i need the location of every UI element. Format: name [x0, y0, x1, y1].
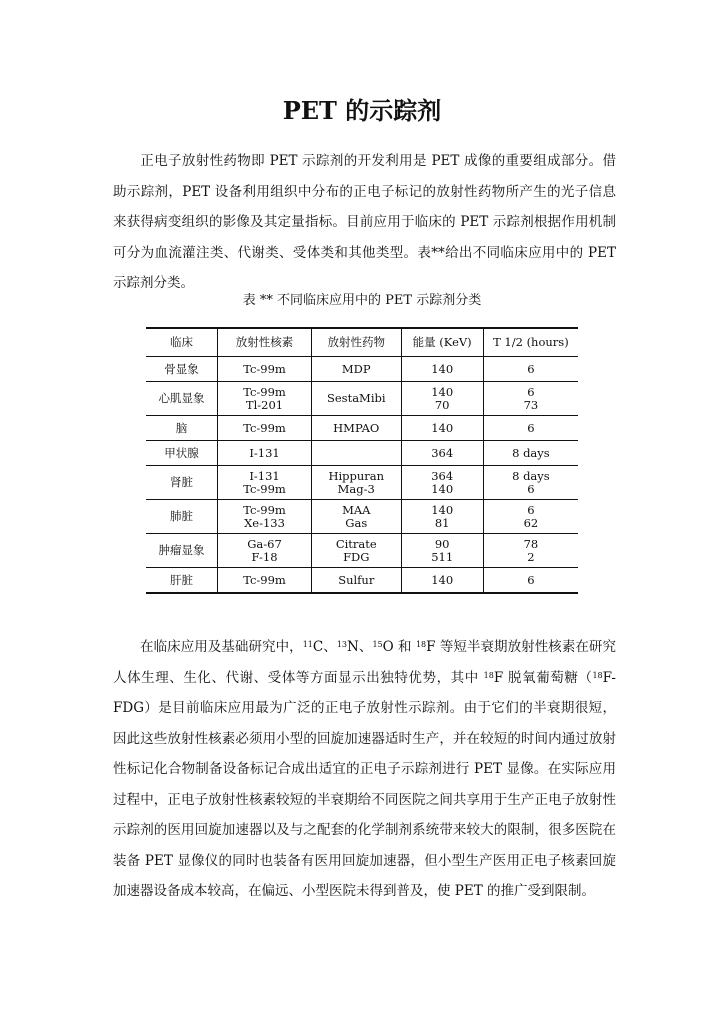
- cell-line: 140: [431, 384, 454, 399]
- page-title: PET 的示踪剂: [282, 96, 442, 125]
- energy-cell: [401, 534, 483, 568]
- p2-text: O 和: [382, 639, 416, 655]
- cell-line: 70: [434, 397, 450, 412]
- header-clinic: 临床: [146, 328, 218, 357]
- cell-line: Tc-99m: [243, 481, 286, 496]
- drug-cell: [311, 500, 401, 534]
- cell-line: Hippuran: [328, 468, 385, 483]
- drug-cell: [311, 441, 401, 466]
- clinic-cell: 肾脏: [146, 466, 218, 500]
- clinic-cell: 肝脏: [146, 568, 218, 594]
- drug-cell: [311, 568, 401, 594]
- cell-line: Tc-99m: [243, 361, 286, 376]
- cell-line: I-131: [249, 445, 280, 460]
- drug-cell: [311, 382, 401, 416]
- cell-line: 6: [527, 361, 535, 376]
- drug-cell: [311, 466, 401, 500]
- cell-line: Ga-67: [247, 536, 282, 551]
- cell-line: 6: [527, 481, 535, 496]
- table-row: [146, 534, 578, 568]
- p2-text: F 脱氧葡萄糖（: [493, 669, 593, 686]
- cell-line: F-18: [251, 549, 278, 564]
- table-row: [146, 441, 578, 466]
- half-life-cell: [483, 357, 578, 382]
- p2-lead: 在临床应用及基础研究中，: [140, 639, 303, 655]
- cell-line: 90: [434, 536, 450, 551]
- nuclide-cell: [218, 416, 312, 441]
- half-life-cell: [483, 534, 578, 568]
- clinic-cell: 肺脏: [146, 500, 218, 534]
- cell-line: 8 days: [512, 445, 550, 460]
- cell-line: 6: [527, 384, 535, 399]
- cell-line: HMPAO: [333, 420, 380, 435]
- p2-text: N、: [347, 639, 373, 655]
- cell-line: 81: [434, 515, 450, 530]
- drug-cell: [311, 534, 401, 568]
- half-life-cell: [483, 466, 578, 500]
- nuclide-cell: [218, 441, 312, 466]
- clinic-cell: 甲状腺: [146, 441, 218, 466]
- cell-line: 364: [431, 468, 454, 483]
- mass-number: 18: [592, 670, 603, 680]
- cell-line: 6: [527, 420, 535, 435]
- cell-line: Tc-99m: [243, 502, 286, 517]
- nuclide-cell: [218, 500, 312, 534]
- intro-paragraph: [113, 146, 616, 299]
- body-paragraph: [113, 632, 616, 907]
- cell-line: 511: [431, 549, 454, 564]
- energy-cell: [401, 441, 483, 466]
- table-row: [146, 357, 578, 382]
- energy-cell: [401, 568, 483, 594]
- cell-line: Mag-3: [337, 481, 375, 496]
- cell-line: Gas: [345, 515, 368, 530]
- cell-line: 140: [431, 481, 454, 496]
- energy-cell: [401, 382, 483, 416]
- header-half-life: T 1/2 (hours): [483, 328, 578, 357]
- cell-line: Sulfur: [338, 572, 375, 587]
- cell-line: FDG: [343, 549, 370, 564]
- table-row: [146, 568, 578, 594]
- table-row: [146, 416, 578, 441]
- table-row: [146, 500, 578, 534]
- cell-line: Tc-99m: [243, 384, 286, 399]
- nuclide-cell: [218, 466, 312, 500]
- header-energy: 能量 (KeV): [401, 328, 483, 357]
- cell-line: 6: [527, 572, 535, 587]
- clinic-cell: 脑: [146, 416, 218, 441]
- cell-line: 2: [527, 549, 535, 564]
- drug-cell: [311, 357, 401, 382]
- half-life-cell: [483, 416, 578, 441]
- half-life-cell: [483, 441, 578, 466]
- cell-line: 78: [523, 536, 539, 551]
- nuclide-cell: [218, 568, 312, 594]
- cell-line: Tc-99m: [243, 420, 286, 435]
- table-row: [146, 466, 578, 500]
- nuclide-cell: [218, 382, 312, 416]
- cell-line: 140: [431, 420, 454, 435]
- clinic-cell: 肿瘤显象: [146, 534, 218, 568]
- cell-line: I-131: [249, 468, 280, 483]
- cell-line: SestaMibi: [326, 391, 386, 405]
- cell-line: 140: [431, 502, 454, 517]
- half-life-cell: [483, 500, 578, 534]
- cell-line: 62: [523, 515, 539, 530]
- cell-line: 6: [527, 502, 535, 517]
- table-caption: 表 ** 不同临床应用中的 PET 示踪剂分类: [242, 293, 482, 308]
- energy-cell: [401, 500, 483, 534]
- table-row: [146, 382, 578, 416]
- cell-line: 140: [431, 361, 454, 376]
- half-life-cell: [483, 568, 578, 594]
- table-body: [146, 357, 578, 594]
- clinic-cell: 骨显象: [146, 357, 218, 382]
- energy-cell: [401, 466, 483, 500]
- cell-line: MDP: [341, 361, 371, 376]
- mass-number: 11: [302, 640, 313, 649]
- header-nuclide: 放射性核素: [218, 328, 312, 357]
- mass-number: 15: [372, 640, 383, 649]
- cell-line: 73: [523, 397, 539, 412]
- mass-number: 13: [336, 640, 348, 649]
- mass-number: 18: [483, 670, 494, 680]
- cell-line: 140: [431, 572, 454, 587]
- header-drug: 放射性药物: [311, 328, 401, 357]
- pet-tracer-table: [146, 327, 578, 594]
- intro-text: 正电子放射性药物即 PET 示踪剂的开发利用是 PET 成像的重要组成部分。借助示踪剂，PET 设备利用组织中分布的正电子标记的放射性药物所产生的光子信息来获得病变组织的影像及其定量指标。目前应用于临床的 PET 示踪剂根据作用机制可分为血流灌注类、代谢类、受体类和其他类型。表**给出不同临床应用中的 PET 示踪剂分类。: [113, 153, 616, 291]
- p2-text: F 等短半衰期放射性核素在研究人体生理、生化、代谢、受体等方面显示出独特优势，其中: [113, 639, 616, 686]
- cell-line: Tc-99m: [243, 572, 286, 587]
- p2-text: C、: [312, 639, 337, 655]
- p2-text: F-FDG）是目前临床应用最为广泛的正电子放射性示踪剂。由于它们的半衰期很短，因此这些放射性核素必须用小型的回旋加速器适时生产，并在较短的时间内通过放射性标记化合物制备设备标记合成出适宜的正电子示踪剂进行 PET 显像。在实际应用过程中，正电子放射性核素较短的半衰期给不同医院之间共享用于生产正电子放射性示踪剂的医用回旋加速器以及与之配套的化学制剂系统带来较大的限制，很多医院在装备 PET 显像仪的同时也装备有医用回旋加速器，但小型生产医用正电子核素回旋加速器设备成本较高，在偏远、小型医院未得到普及，使 PET 的推广受到限制。: [113, 669, 616, 899]
- energy-cell: [401, 357, 483, 382]
- cell-line: Xe-133: [244, 515, 285, 530]
- cell-line: Citrate: [335, 536, 377, 551]
- cell-line: MAA: [342, 502, 371, 517]
- table-header-row: [146, 328, 578, 357]
- clinic-cell: 心肌显象: [146, 382, 218, 416]
- nuclide-cell: [218, 534, 312, 568]
- nuclide-cell: [218, 357, 312, 382]
- drug-cell: [311, 416, 401, 441]
- energy-cell: [401, 416, 483, 441]
- mass-number: 18: [415, 640, 427, 649]
- half-life-cell: [483, 382, 578, 416]
- cell-line: Tl-201: [245, 397, 284, 412]
- cell-line: 364: [431, 445, 454, 460]
- cell-line: 8 days: [512, 468, 550, 483]
